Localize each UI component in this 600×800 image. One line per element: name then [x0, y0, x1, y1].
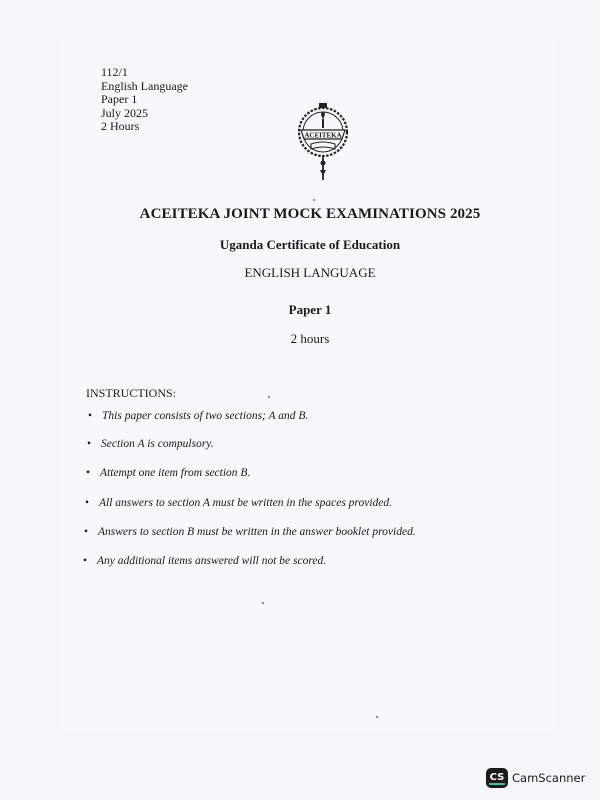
certificate-name: Uganda Certificate of Education [219, 237, 401, 252]
bullet-icon: • [86, 467, 91, 479]
scan-speck [376, 716, 378, 718]
instruction-item [83, 555, 326, 567]
subject-name: ENGLISH LANGUAGE [244, 265, 376, 280]
bullet-icon: • [84, 526, 89, 538]
instruction-item [88, 410, 308, 422]
meta-paper: Paper 1 [101, 92, 138, 106]
instruction-item [85, 497, 392, 509]
instruction-item [86, 467, 250, 479]
camscanner-label: CamScanner [512, 771, 586, 785]
meta-date: July 2025 [101, 105, 149, 120]
exam-duration: 2 hours [290, 331, 330, 346]
exam-title: ACEITEKA JOINT MOCK EXAMINATIONS 2025 [139, 206, 481, 222]
instruction-text: Any additional items answered will not be scored. [97, 555, 327, 567]
scan-speck [313, 199, 315, 201]
scan-speck [262, 602, 264, 604]
crest-text: ACEITEKA [304, 131, 342, 140]
instruction-text: All answers to section A must be written in the spaces provided. [99, 497, 393, 509]
paper-number: Paper 1 [288, 302, 332, 317]
bullet-icon: • [88, 410, 93, 422]
exam-header-meta [101, 66, 188, 134]
instruction-text: Answers to section B must be written in the answer booklet provided. [98, 526, 416, 538]
camscanner-watermark [486, 768, 585, 788]
meta-subject: English Language [101, 78, 188, 93]
meta-duration: 2 Hours [101, 119, 140, 133]
scan-speck [268, 396, 270, 398]
bullet-icon: • [83, 555, 88, 567]
instruction-text: Section A is compulsory. [101, 438, 214, 450]
bullet-icon: • [85, 497, 90, 509]
instruction-text: Attempt one item from section B. [100, 467, 251, 479]
paper-code: 112/1 [101, 65, 128, 79]
crest-logo-icon [294, 100, 352, 185]
instruction-item [84, 526, 416, 538]
instruction-item [87, 438, 214, 450]
instructions-heading: INSTRUCTIONS: [86, 386, 177, 400]
instruction-text: This paper consists of two sections; A and B. [102, 410, 309, 422]
camscanner-logo-icon: CS [486, 768, 508, 788]
bullet-icon: • [87, 438, 92, 450]
